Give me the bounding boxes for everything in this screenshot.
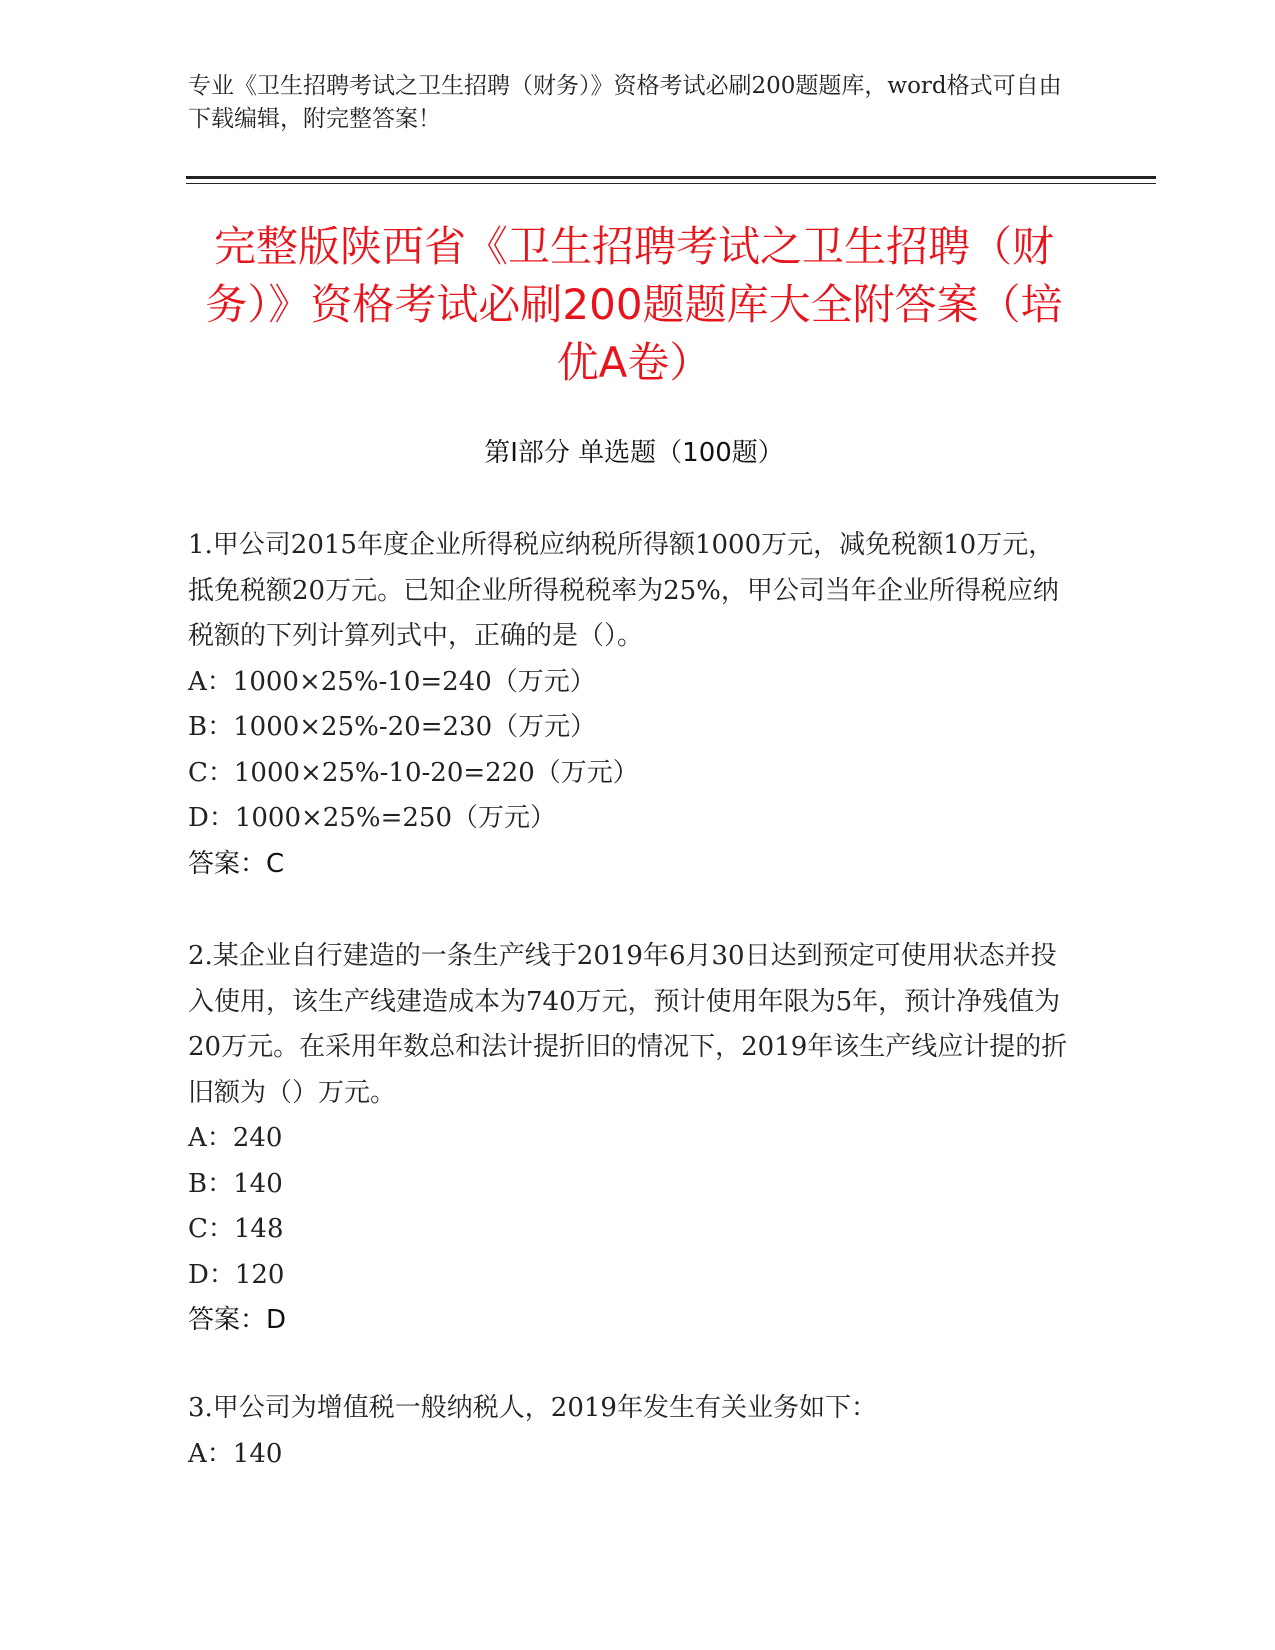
question-stem: 2.某企业自行建造的一条生产线于2019年6月30日达到预定可使用状态并投入使用，该生产线建造成本为740万元，预计使用年限为5年，预计净残值为20万元。在采用年数总和法计提折旧的情况下，2019年该生产线应计提的折旧额为（）万元。	[188, 941, 1068, 1108]
option-b: B：140	[188, 1168, 283, 1199]
answer: 答案：D	[188, 1305, 287, 1335]
option-a: A：140	[188, 1438, 283, 1469]
question-2	[188, 934, 1068, 1344]
question-stem: 3.甲公司为增值税一般纳税人，2019年发生有关业务如下：	[188, 1393, 877, 1423]
question-3	[188, 1386, 1068, 1477]
header-divider-thick	[186, 176, 1156, 179]
section-title: 第Ⅰ部分 单选题（100题）	[484, 438, 784, 468]
option-a: A：240	[188, 1123, 283, 1153]
question-stem: 1.甲公司2015年度企业所得税应纳税所得额1000万元，减免税额10万元，抵免税额20万元。已知企业所得税税率为25%，甲公司当年企业所得税应纳税额的下列计算列式中，正确的是（）。	[188, 530, 1059, 651]
option-a: A：1000×25%-10=240（万元）	[188, 666, 596, 697]
option-c: C：148	[188, 1214, 284, 1244]
option-d: D：1000×25%=250（万元）	[188, 803, 556, 833]
option-d: D：120	[188, 1259, 285, 1290]
header-divider-thin	[186, 183, 1156, 184]
header-note: 专业《卫生招聘考试之卫生招聘（财务）》资格考试必刷200题题库，word格式可自由下载编辑，附完整答案！	[188, 73, 1062, 132]
document-title: 完整版陕西省《卫生招聘考试之卫生招聘（财务）》资格考试必刷200题题库大全附答案（培优A卷）	[205, 222, 1063, 387]
answer: 答案：C	[188, 848, 285, 879]
option-b: B：1000×25%-20=230（万元）	[188, 712, 597, 742]
question-1	[188, 523, 1068, 887]
option-c: C：1000×25%-10-20=220（万元）	[188, 757, 639, 788]
